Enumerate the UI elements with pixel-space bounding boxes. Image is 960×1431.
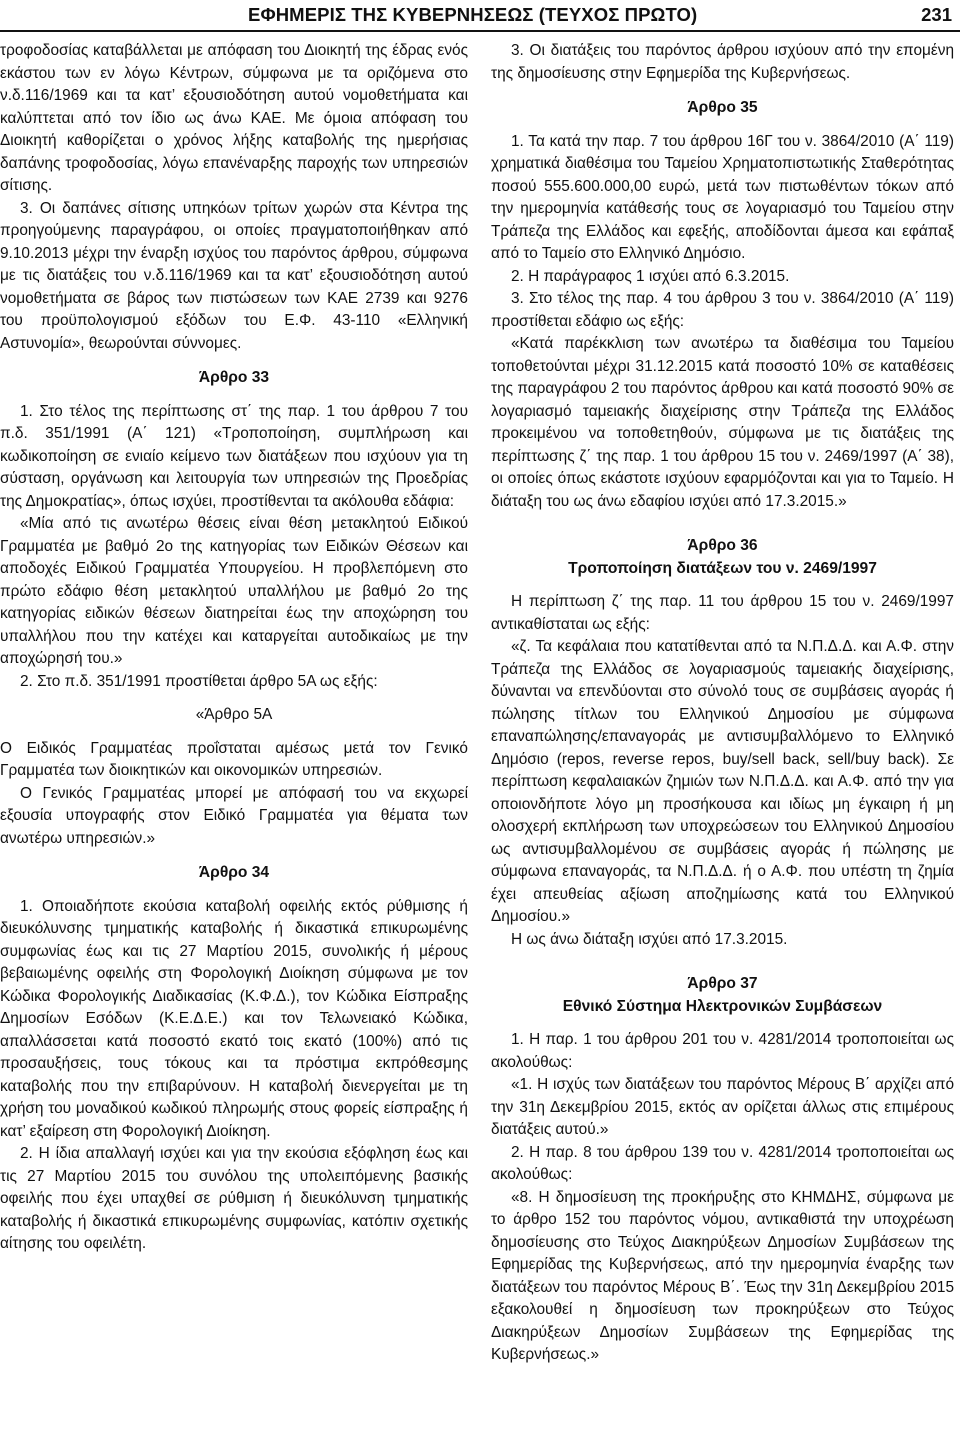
paragraph: 1. Στο τέλος της περίπτωσης στ΄ της παρ. 1 του άρθρου 7 του π.δ. 351/1991 (Α΄ 121) «Τροποποίηση, συμπλήρωση και κωδικοποίηση σε ενιαίο κείμενο των διατάξεων που ισχύουν για τη σύσταση, οργάνωση και λειτουργία των υπηρεσιών της Προεδρίας της Δημοκρατίας», όπως ισχύει, προστίθενται τα ακόλουθα εδάφια: xyxy=(0,402,468,510)
paragraph: 2. Η παράγραφος 1 ισχύει από 6.3.2015. xyxy=(511,267,790,285)
paragraph: Η περίπτωση ζ΄ της παρ. 11 του άρθρου 15 του ν. 2469/1997 αντικαθίσταται ως εξής: xyxy=(491,593,954,633)
left-column xyxy=(0,40,468,1256)
article-heading-37: Άρθρο 37 xyxy=(687,975,758,992)
paragraph: 1. Η παρ. 1 του άρθρου 201 του ν. 4281/2014 τροποποιείται ως ακολούθως: xyxy=(491,1031,954,1071)
paragraph: «1. Η ισχύς των διατάξεων του παρόντος Μέρους Β΄ αρχίζει από την 31η Δεκεμβρίου 2015, εκτός αν ορίζεται άλλως στις επιμέρους διατάξεις αυτού.» xyxy=(491,1076,954,1138)
paragraph: 2. Η ίδια απαλλαγή ισχύει και για την εκούσια εξόφληση έως και τις 27 Μαρτίου 2015 του συνόλου της υπολειπόμενης βασικής οφειλής που έχει υπαχθεί σε ρύθμιση ή διευκόλυνση τμηματικής καταβολής ή δικαστικά επικυρωμένης συμφωνίας, κατόπιν σχετικής αίτησης του οφειλέτη. xyxy=(0,1145,468,1252)
paragraph: «Μία από τις ανωτέρω θέσεις είναι θέση μετακλητού Ειδικού Γραμματέα με βαθμό 2ο της κατηγορίας των Ειδικών Θέσεων και αποδοχές Ειδικού Γραμματέα Υπουργείου. Η προβλεπόμενη στο πρώτο εδάφιο θέση μετακλητού υπαλλήλου με βαθμό 2ο της κατηγορίας ειδικών θέσεων διατηρείται έως την αποχώρηση του υπαλλήλου που την κατέχει και καταργείται αυτοδικαίως με την αποχώρησή του.» xyxy=(0,515,468,667)
article-subtitle-36: Τροποποίηση διατάξεων του ν. 2469/1997 xyxy=(568,559,877,577)
article-heading-33: Άρθρο 33 xyxy=(198,369,270,386)
paragraph: 2. Η παρ. 8 του άρθρου 139 του ν. 4281/2014 τροποποιείται ως ακολούθως: xyxy=(491,1143,954,1183)
paragraph: Η ως άνω διάταξη ισχύει από 17.3.2015. xyxy=(511,930,788,948)
paragraph: τροφοδοσίας καταβάλλεται με απόφαση του Διοικητή της έδρας ενός εκάστου των εν λόγω Κέντρων, σύμφωνα με τα οριζόμενα στο ν.δ.116/1969 και τα κατ’ εξουσιοδότηση αυτού νομοθετήματα και καλύπτεται από τον ίδιο ως άνω ΚΑΕ. Με όμοια απόφαση του Διοικητή καθορίζεται ο χρόνος λήξης καταβολής της ημερήσιας δαπάνης τροφοδοσίας, λόγω επανέναρξης παροχής των υπηρεσιών σίτισης. xyxy=(0,42,468,194)
paragraph: 3. Οι δαπάνες σίτισης υπηκόων τρίτων χωρών στα Κέντρα της προηγούμενης παραγράφου, οι οποίες πραγματοποιήθηκαν από 9.10.2013 μέχρι την έναρξη ισχύος του παρόντος άρθρου, σύμφωνα με τις διατάξεις του ν.δ.116/1969 και τα κατ’ εξουσιοδότηση αυτού νομοθετήματα σε βάρος των πιστώσεων των ΚΑΕ 2739 και 9276 του προϋπολογισμού εξόδων του Ε.Φ. 43-110 «Ελληνική Αστυνομία», θεωρούνται σύννομες. xyxy=(0,199,468,352)
page-number: 231 xyxy=(921,4,952,25)
header-divider xyxy=(0,30,960,32)
article-subtitle-37: Εθνικό Σύστημα Ηλεκτρονικών Συμβάσεων xyxy=(562,997,883,1015)
page-header xyxy=(0,0,960,30)
paragraph: 3. Στο τέλος της παρ. 4 του άρθρου 3 του ν. 3864/2010 (Α΄ 119) προστίθεται εδάφιο ως εξής: xyxy=(491,290,954,330)
paragraph: Ο Ειδικός Γραμματέας προΐσταται αμέσως μετά τον Γενικό Γραμματέα των διοικητικών και οικονομικών υπηρεσιών. xyxy=(0,739,468,779)
paragraph: 1. Οποιαδήποτε εκούσια καταβολή οφειλής εκτός ρύθμισης ή διευκόλυνσης τμηματικής καταβολής ή δικαστικά επικυρωμένης συμφωνίας έως και τις 27 Μαρτίου 2015, συνολικής ή μέρους βεβαιωμένης οφειλής στη Φορολογική Διοίκηση σύμφωνα με τον Κώδικα Φορολογικής Διαδικασίας (Κ.Φ.Δ.), τον Κώδικα Είσπραξης Δημοσίων Εσόδων (Κ.Ε.Δ.Ε.) και τον Τελωνειακό Κώδικα, απαλλάσσεται κατά ποσοστό εκατό τοις εκατό (100%) από τις προσαυξήσεις, τους τόκους και τα πρόστιμα εκπρόθεσμης καταβολής που την επιβαρύνουν. Η καταβολή διενεργείται με τη χρήση του μοναδικού κωδικού πληρωμής στους φορείς είσπραξης ή κατ’ εξαίρεση στη Φορολογική Διοίκηση. xyxy=(0,897,468,1140)
right-column xyxy=(491,40,954,1367)
paragraph: 3. Οι διατάξεις του παρόντος άρθρου ισχύουν από την επομένη της δημοσίευσης στην Εφημερίδα της Κυβερνήσεως. xyxy=(491,42,954,82)
paragraph: «Κατά παρέκκλιση των ανωτέρω τα διαθέσιμα του Ταμείου τοποθετούνται μέχρι 31.12.2015 κατά ποσοστό 10% σε καταθέσεις της παραγράφου 2 του παρόντος άρθρου και κατά ποσοστό 90% σε λογαριασμό ταμειακής διαχείρισης στην Τράπεζα της Ελλάδος προκειμένου να τοποθετηθούν, σύμφωνα με τις διατάξεις της περίπτωσης ζ΄ της παρ. 1 του άρθρου 15 του ν. 2469/1997 (Α΄ 38), οι οποίες όπως εκάστοτε ισχύουν εφαρμόζονται και για το Ταμείο. Η διάταξη του ως άνω εδαφίου ισχύει από 17.3.2015.» xyxy=(491,335,954,510)
article-heading-34: Άρθρο 34 xyxy=(198,864,270,881)
article-5a-heading: «Άρθρο 5Α xyxy=(195,706,273,723)
gazette-title: ΕΦΗΜΕΡΙΣ ΤΗΣ ΚΥΒΕΡΝΗΣΕΩΣ (ΤΕΥΧΟΣ ΠΡΩΤΟ) xyxy=(248,4,698,25)
paragraph: 1. Τα κατά την παρ. 7 του άρθρου 16Γ του ν. 3864/2010 (Α΄ 119) χρηματικά διαθέσιμα του Ταμείου Χρηματοπιστωτικής Σταθερότητας ποσού 555.600.000,00 ευρώ, μετά των πιστωθέντων τόκων από την ημερομηνία κατάθεσής τους σε λογαριασμό του Ταμείου στην Τράπεζα της Ελλάδος και εφεξής, αποδίδονται άμεσα και εφάπαξ από το Ταμείο στο Ελληνικό Δημόσιο. xyxy=(491,132,954,262)
paragraph: «8. Η δημοσίευση της προκήρυξης στο ΚΗΜΔΗΣ, σύμφωνα με το άρθρο 152 του παρόντος νόμου, αντικαθιστά την υποχρέωση δημοσίευσης στο Τεύχος Διακηρύξεων Δημοσίων Συμβάσεων της Εφημερίδας της Κυβερνήσεως, από την ημερομηνία έναρξης των διατάξεων του παρόντος Μέρους Β΄. Έως την 31η Δεκεμβρίου 2015 εξακολουθεί η δημοσίευση των προκηρύξεων στο Τεύχος Διακηρύξεων Δημοσίων Συμβάσεων της Εφημερίδας της Κυβερνήσεως.» xyxy=(491,1188,954,1363)
article-heading-35: Άρθρο 35 xyxy=(687,99,758,116)
paragraph: «ζ. Τα κεφάλαια που κατατίθενται από τα Ν.Π.Δ.Δ. και Α.Φ. στην Τράπεζα της Ελλάδος σε λογαριασμούς ταμειακής διαχείρισης, δύνανται να επενδύονται στο σύνολό τους σε συμβάσεις αγοράς ή πώλησης τίτλων του Ελληνικού Δημοσίου με σύμφωνα επαναπώλησης/επαναγοράς με αντισυμβαλλόμενο το Ελληνικό Δημόσιο (repos, reverse repos, buy/sell back, sell/buy back). Σε περίπτωση κεφαλαιακών ζημιών των Ν.Π.Δ.Δ. και Α.Φ. από την για οποιονδήποτε λόγο μη προσήκουσα και ιδίως μη έγκαιρη ή μη ολοσχερή εκπλήρωση των υποχρεώσεων του Ελληνικού Δημοσίου ως αντισυμβαλλομένου σε συμβάσεις αγοράς ή πώλησης με σύμφωνα επαναγοράς, τα Ν.Π.Δ.Δ. ή ο Α.Φ. που υπέστη τη ζημία έχει απευθείας αξίωση αποζημίωσης κατά του Ελληνικού Δημοσίου.» xyxy=(491,638,954,925)
article-heading-36: Άρθρο 36 xyxy=(687,537,758,554)
paragraph: Ο Γενικός Γραμματέας μπορεί με απόφασή του να εκχωρεί εξουσία υπογραφής στον Ειδικό Γραμματέα για θέματα των ανωτέρω υπηρεσιών.» xyxy=(0,784,468,847)
paragraph: 2. Στο π.δ. 351/1991 προστίθεται άρθρο 5Α ως εξής: xyxy=(20,672,378,690)
